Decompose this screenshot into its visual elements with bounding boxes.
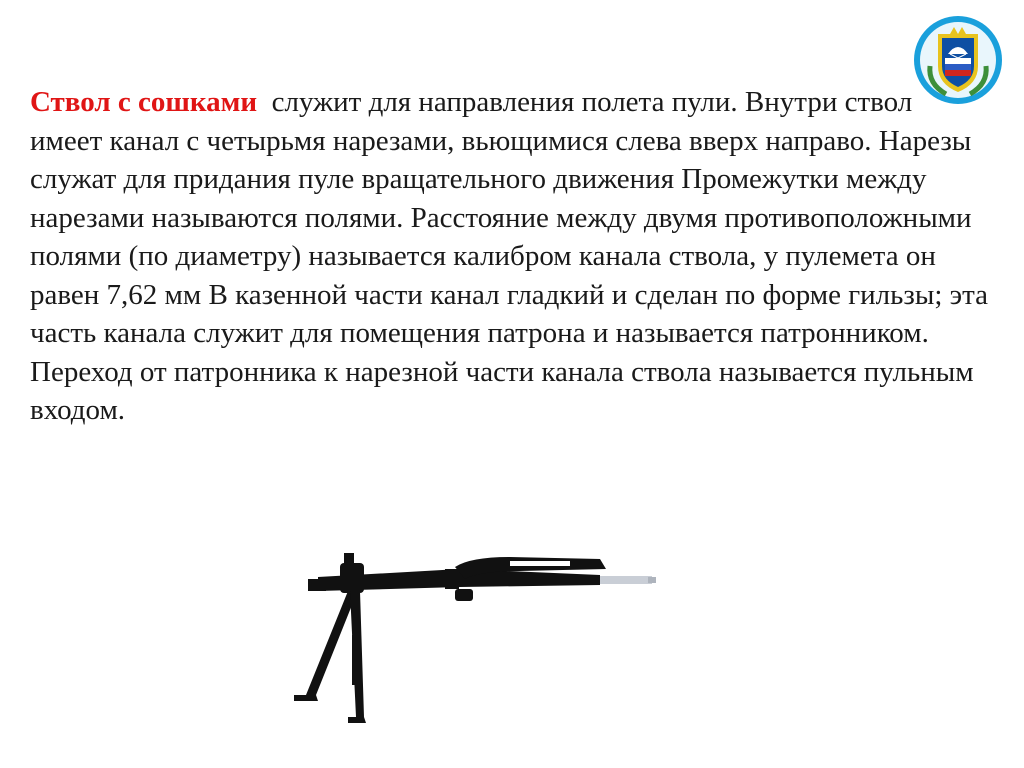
body-paragraph xyxy=(30,83,990,430)
lead-gap xyxy=(257,86,272,118)
barrel-with-bipod-icon xyxy=(270,495,690,745)
body-text: служит для направления полета пули. Внутри ствол имеет канал с четырьмя нарезами, вьющимися слева вверх направо. Нарезы служат для придания пуле вращательного движения Промежутки между нарезами называются полями. Расстояние между двумя противоположными полями (по диаметру) называется калибром канала ствола, у пулемета он равен 7,62 мм В казенной части канал гладкий и сделан по форме гильзы; эта часть канала служит для помещения патрона и называется патронником. Переход от патронника к нарезной части канала ствола называется пульным входом. xyxy=(30,86,988,426)
lead-term: Ствол с сошками xyxy=(30,86,258,118)
